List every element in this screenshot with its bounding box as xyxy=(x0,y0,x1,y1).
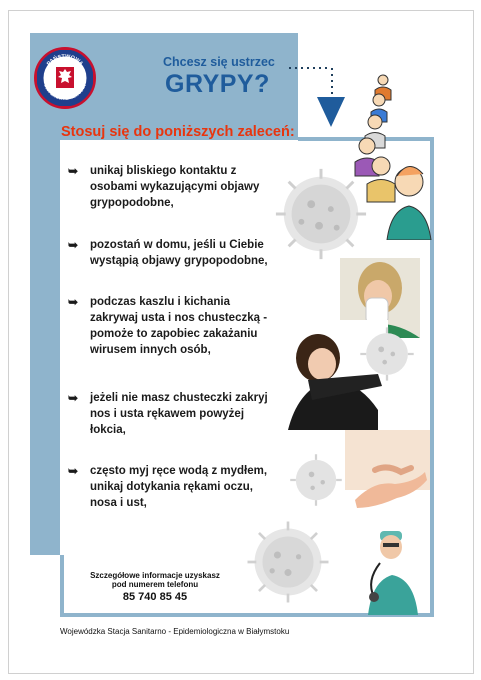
virus-icon xyxy=(272,165,370,263)
logo-top-text: PAŃSTWOWA xyxy=(46,53,84,68)
arrow-bullet-icon: ➥ xyxy=(68,238,79,252)
down-triangle-icon xyxy=(317,97,345,127)
doctor-photo xyxy=(360,523,425,615)
virus-icon xyxy=(358,325,416,383)
recommendation-item xyxy=(68,463,268,511)
recommendation-text: pozostań w domu, jeśli u Ciebie wystąpią objawy grypopodobne, xyxy=(90,239,268,267)
question-big: GRYPY? xyxy=(165,70,270,98)
recommendation-text: często myj ręce wodą z mydłem, unikaj dotykania rękami oczu, nosa i ust, xyxy=(90,465,268,509)
recommendation-item xyxy=(68,294,278,358)
eagle-emblem-icon xyxy=(37,50,93,106)
question-small: Chcesz się ustrzec xyxy=(163,55,275,69)
arrow-bullet-icon: ➥ xyxy=(68,295,79,309)
handwashing-photo xyxy=(345,430,430,530)
recommendation-item xyxy=(68,237,278,269)
recommendation-item xyxy=(68,163,268,211)
virus-icon xyxy=(244,518,332,606)
arrow-bullet-icon: ➥ xyxy=(68,391,79,405)
recommendations-heading: Stosuj się do poniższych zaleceń: xyxy=(61,124,295,140)
logo-bottom-text: INSPEKCJA SANITARNA xyxy=(43,83,87,102)
arrow-bullet-icon: ➥ xyxy=(68,164,79,178)
recommendation-text: podczas kaszlu i kichania zakrywaj usta i nos chusteczką - pomoże to zapobiec zakażaniu wirusem innych osób, xyxy=(90,296,268,356)
arrow-bullet-icon: ➥ xyxy=(68,464,79,478)
contact-info-line2: pod numerem telefonu xyxy=(111,580,199,589)
phone-number: 85 740 85 45 xyxy=(122,591,188,603)
footer-institution: Wojewódzka Stacja Sanitarno - Epidemiologiczna w Białymstoku xyxy=(60,627,290,636)
virus-icon xyxy=(288,452,344,508)
sanitary-inspection-logo xyxy=(34,47,96,109)
contact-info-line1: Szczegółowe informacje uzyskasz xyxy=(90,571,220,580)
recommendation-text: unikaj bliskiego kontaktu z osobami wykazującymi objawy grypopodobne, xyxy=(90,165,260,209)
recommendation-text: jeżeli nie masz chusteczki zakryj nos i usta rękawem powyżej łokcia, xyxy=(90,392,268,436)
recommendation-item xyxy=(68,390,278,438)
